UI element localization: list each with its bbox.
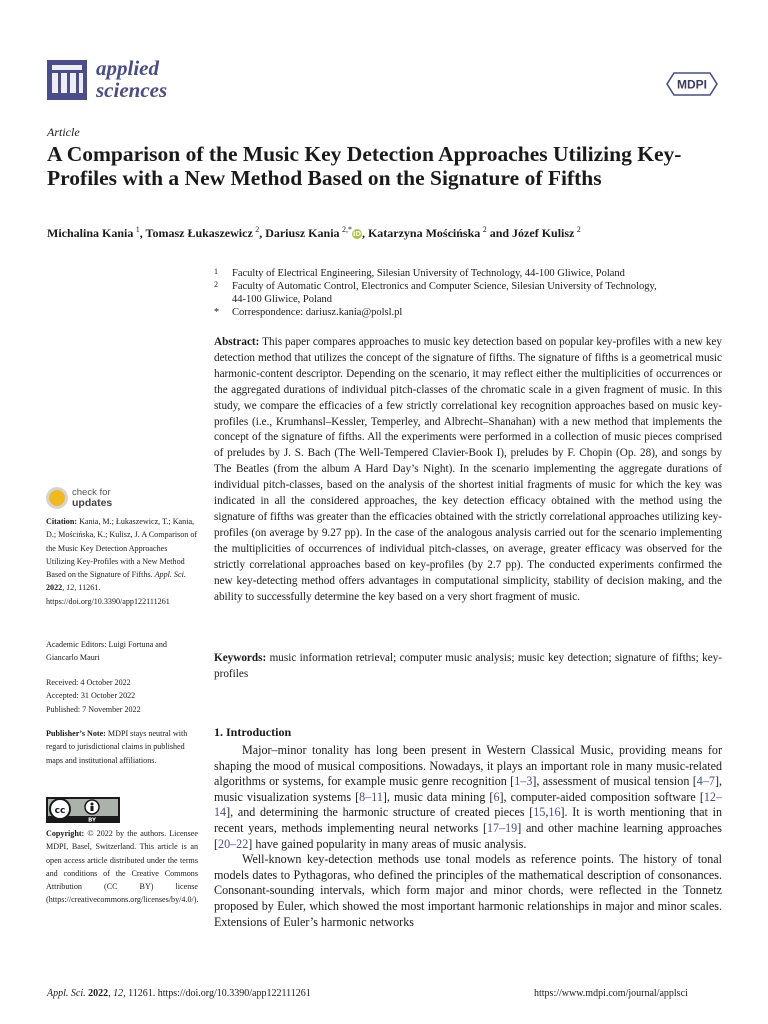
footer-journal-url[interactable]: https://www.mdpi.com/journal/applsci — [534, 988, 688, 999]
citation-journal: Appl. Sci. — [154, 570, 186, 580]
check-for-updates-line1: check for — [72, 487, 111, 498]
paper-title: A Comparison of the Music Key Detection Approaches Utilizing Key-Profiles with a New Method Based on the Signature of Fifths — [47, 142, 682, 190]
affiliation — [214, 293, 714, 306]
keywords-text: music information retrieval; computer music analysis; music key detection; signature of fifths; key-profiles — [214, 652, 722, 680]
footer-volume: 12 — [113, 988, 124, 999]
cc-by-license-icon[interactable] — [46, 797, 120, 823]
author-name: Józef Kulisz — [512, 226, 575, 240]
citation-link[interactable]: 4–7 — [696, 774, 715, 789]
citation-label: Citation: — [46, 517, 78, 526]
footer-doi[interactable]: , 11261. https://doi.org/10.3390/app122111261 — [123, 988, 311, 999]
journal-name-line2: sciences — [96, 78, 168, 102]
orcid-icon[interactable]: iD — [352, 230, 362, 238]
svg-text:cc: cc — [54, 806, 66, 816]
affiliation-mark: 1 — [214, 267, 218, 276]
cc-badge-label: BY — [88, 817, 96, 823]
author-name: Dariusz Kania — [265, 226, 340, 240]
author-list: Michalina Kania $^1$, Tomasz Łukaszewicz $^2$, Dariusz Kania $^{2,*}$iD, Katarzyna Mościńska $^2$ and Józef Kulisz $^2$ — [47, 225, 581, 240]
citation-link[interactable]: 1–3 — [514, 774, 533, 789]
keywords — [214, 651, 722, 683]
publishers-note-text: MDPI stays neutral with regard to jurisdictional claims in published maps and institutional affiliations. — [46, 729, 188, 765]
citation-year: 2022 — [46, 583, 63, 593]
abstract-text: This paper compares approaches to music key detection based on popular key-profiles with a new key detection method that utilizes the concept of the signature of fifths. The signature of fifths is a geometrical music harmonic-content descriptor. Depending on the scenario, it may reflect either the multiplicities of occurrences or the aggregated durations of individual pitch-classes of the chromatic scale in a given fragment of music. In this study, we compare the efficacies of a few strictly correlational key recognition approaches based on music key-profiles (i.e., Krumhansl–Kessler, Temperley, and Albrecht–Shanahan) with a new method that implements the concept of the signature of fifths. All the experiments were performed in a collection of music pieces comprised of preludes by J. S. Bach (The Well-Tempered Clavier-Book I), preludes by F. Chopin (Op. 28), and songs by The Beatles (from the album A Hard Day’s Night). In the scenario implementing the aggregate durations of individual pitch-classes, based on the analysis of the shortest initial fragments of music for which the key was indicated in all the considered approaches, the key detection efficacy obtained with the method using the signature of fifths was greater than the efficacies obtained with the strictly correlational approaches utilizing key-profiles (on average by 9.27 pp). In the case of the analogous analysis carried out for the scenario implementing the multiplicities of occurrences of individual pitch-classes, on average, greater efficacy was observed for the strictly correlational approaches based on key-profiles (by 2.7 pp). The conducted experiments confirmed the new key-detecting method offers advantages in computational simplicity, stability of decision making, and the ability to successfully determine the key based on a very short fragment of music. — [214, 336, 722, 603]
mdpi-logo-icon — [666, 72, 718, 96]
affiliation-text: 44-100 Gliwice, Poland — [232, 294, 333, 305]
author-affiliation-mark: 2,* — [341, 225, 352, 234]
copyright — [46, 827, 198, 907]
publishers-note — [46, 727, 198, 767]
citation-link[interactable]: 16 — [548, 805, 561, 820]
citation-link[interactable]: 6 — [493, 789, 500, 804]
affiliation-text: Faculty of Automatic Control, Electronics and Computer Science, Silesian University of Technology, — [232, 281, 657, 292]
citation-link[interactable]: 20–22 — [218, 836, 249, 851]
copyright-label: Copyright: — [46, 829, 85, 838]
author-affiliation-mark: 2 — [576, 225, 581, 234]
paragraph: Major–minor tonality has long been present in Western Classical Music, providing means for shaping the mood of musical compositions. Nowadays, it plays an important role in many music-related algorithms or systems, for example music genre recognition [1–3], assessment of musical tension [4–7], music visualization systems [8–11], music data mining [6], computer-aided composition software [12–14], and determining the harmonic structure of created pieces [15,16]. It is worth mentioning that in recent years, methods implementing neural networks [17–19] and other machine learning approaches [20–22] have gained popularity in many areas of music analysis. — [214, 743, 722, 851]
author-affiliation-mark: 2 — [255, 225, 260, 234]
affiliation-mark: * — [214, 307, 219, 318]
section-heading: 1. Introduction — [214, 725, 292, 739]
journal-logo-icon — [47, 60, 87, 100]
paragraph: Well-known key-detection methods use tonal models as reference points. The history of tonal models dates to Pythagoras, who defined the principles of the mathematical description of consonances. Consonant-sounding intervals, which form major and minor chords, were reflected in the Tonnetz proposed by Euler, which showed the most important harmonic relationships in major and minor scales. Extensions of Euler’s harmonic networks — [214, 852, 722, 929]
accepted-date: Accepted: 31 October 2022 — [46, 691, 136, 701]
author-name: Tomasz Łukaszewicz — [145, 226, 253, 240]
citation-volume: 12 — [66, 583, 75, 593]
affiliation-mark: 2 — [214, 280, 218, 289]
abstract — [214, 335, 722, 605]
check-for-updates-button[interactable] — [46, 487, 136, 513]
footer-citation: Appl. Sci. 2022, 12, 11261. https://doi.org/10.3390/app122111261 — [47, 988, 311, 999]
affiliation-text: Faculty of Electrical Engineering, Silesian University of Technology, 44-100 Gliwice, Poland — [232, 268, 625, 279]
citation-doi[interactable]: , 11261. https://doi.org/10.3390/app122111261 — [46, 583, 170, 606]
dates — [46, 676, 198, 716]
citation-link[interactable]: 17–19 — [486, 820, 518, 835]
author-affiliation-mark: 1 — [135, 225, 140, 234]
author-name: Michalina Kania — [47, 226, 134, 240]
abstract-label: Abstract: — [214, 336, 260, 348]
affiliation — [214, 267, 714, 280]
correspondence — [214, 306, 714, 319]
citation-link[interactable]: 12–14 — [214, 789, 722, 820]
citation-text: Kania, M.; Łukaszewicz, T.; Kania, D.; Mościńska, K.; Kulisz, J. A Comparison of the Music Key Detection Approaches Utilizing Key-Profiles with a New Method Based on the Signature of Fifths. — [46, 517, 198, 580]
publisher-name: MDPI — [677, 77, 707, 92]
affiliation — [214, 280, 714, 293]
copyright-text: © 2022 by the authors. Licensee MDPI, Basel, Switzerland. This article is an open access article distributed under the terms and conditions of the Creative Commons Attribution (CC BY) license (https://creativecommons.org/licenses/by/4.0/). — [46, 829, 199, 905]
footer-journal: Appl. Sci. — [47, 988, 86, 999]
journal-name — [96, 57, 167, 101]
citation-link[interactable]: 8–11 — [359, 789, 383, 804]
check-for-updates-icon — [46, 487, 68, 509]
author-affiliation-mark: 2 — [482, 225, 487, 234]
article-type: Article — [47, 125, 80, 139]
published-date: Published: 7 November 2022 — [46, 704, 141, 714]
introduction-body — [214, 743, 722, 930]
citation-link[interactable]: 15 — [533, 805, 546, 820]
footer-year: 2022 — [88, 988, 109, 999]
check-for-updates-line2: updates — [72, 497, 113, 509]
citation: Citation: Kania, M.; Łukaszewicz, T.; Kania, D.; Mościńska, K.; Kulisz, J. A Comparison of the Music Key Detection Approaches Utilizing Key-Profiles with a New Method Based on the Signature of Fifths. Appl. Sci. 2022, 12, 11261. https://doi.org/10.3390/app122111261 — [46, 517, 198, 606]
author-name: Katarzyna Mościńska — [367, 226, 481, 240]
journal-name-line1: applied — [96, 56, 159, 80]
received-date: Received: 4 October 2022 — [46, 678, 131, 687]
academic-editors: Academic Editors: Luigi Fortuna and Giancarlo Mauri — [46, 640, 167, 663]
affiliation-text: Correspondence: dariusz.kania@polsl.pl — [232, 307, 403, 318]
keywords-label: Keywords: — [214, 652, 267, 664]
publishers-note-label: Publisher’s Note: — [46, 729, 106, 738]
